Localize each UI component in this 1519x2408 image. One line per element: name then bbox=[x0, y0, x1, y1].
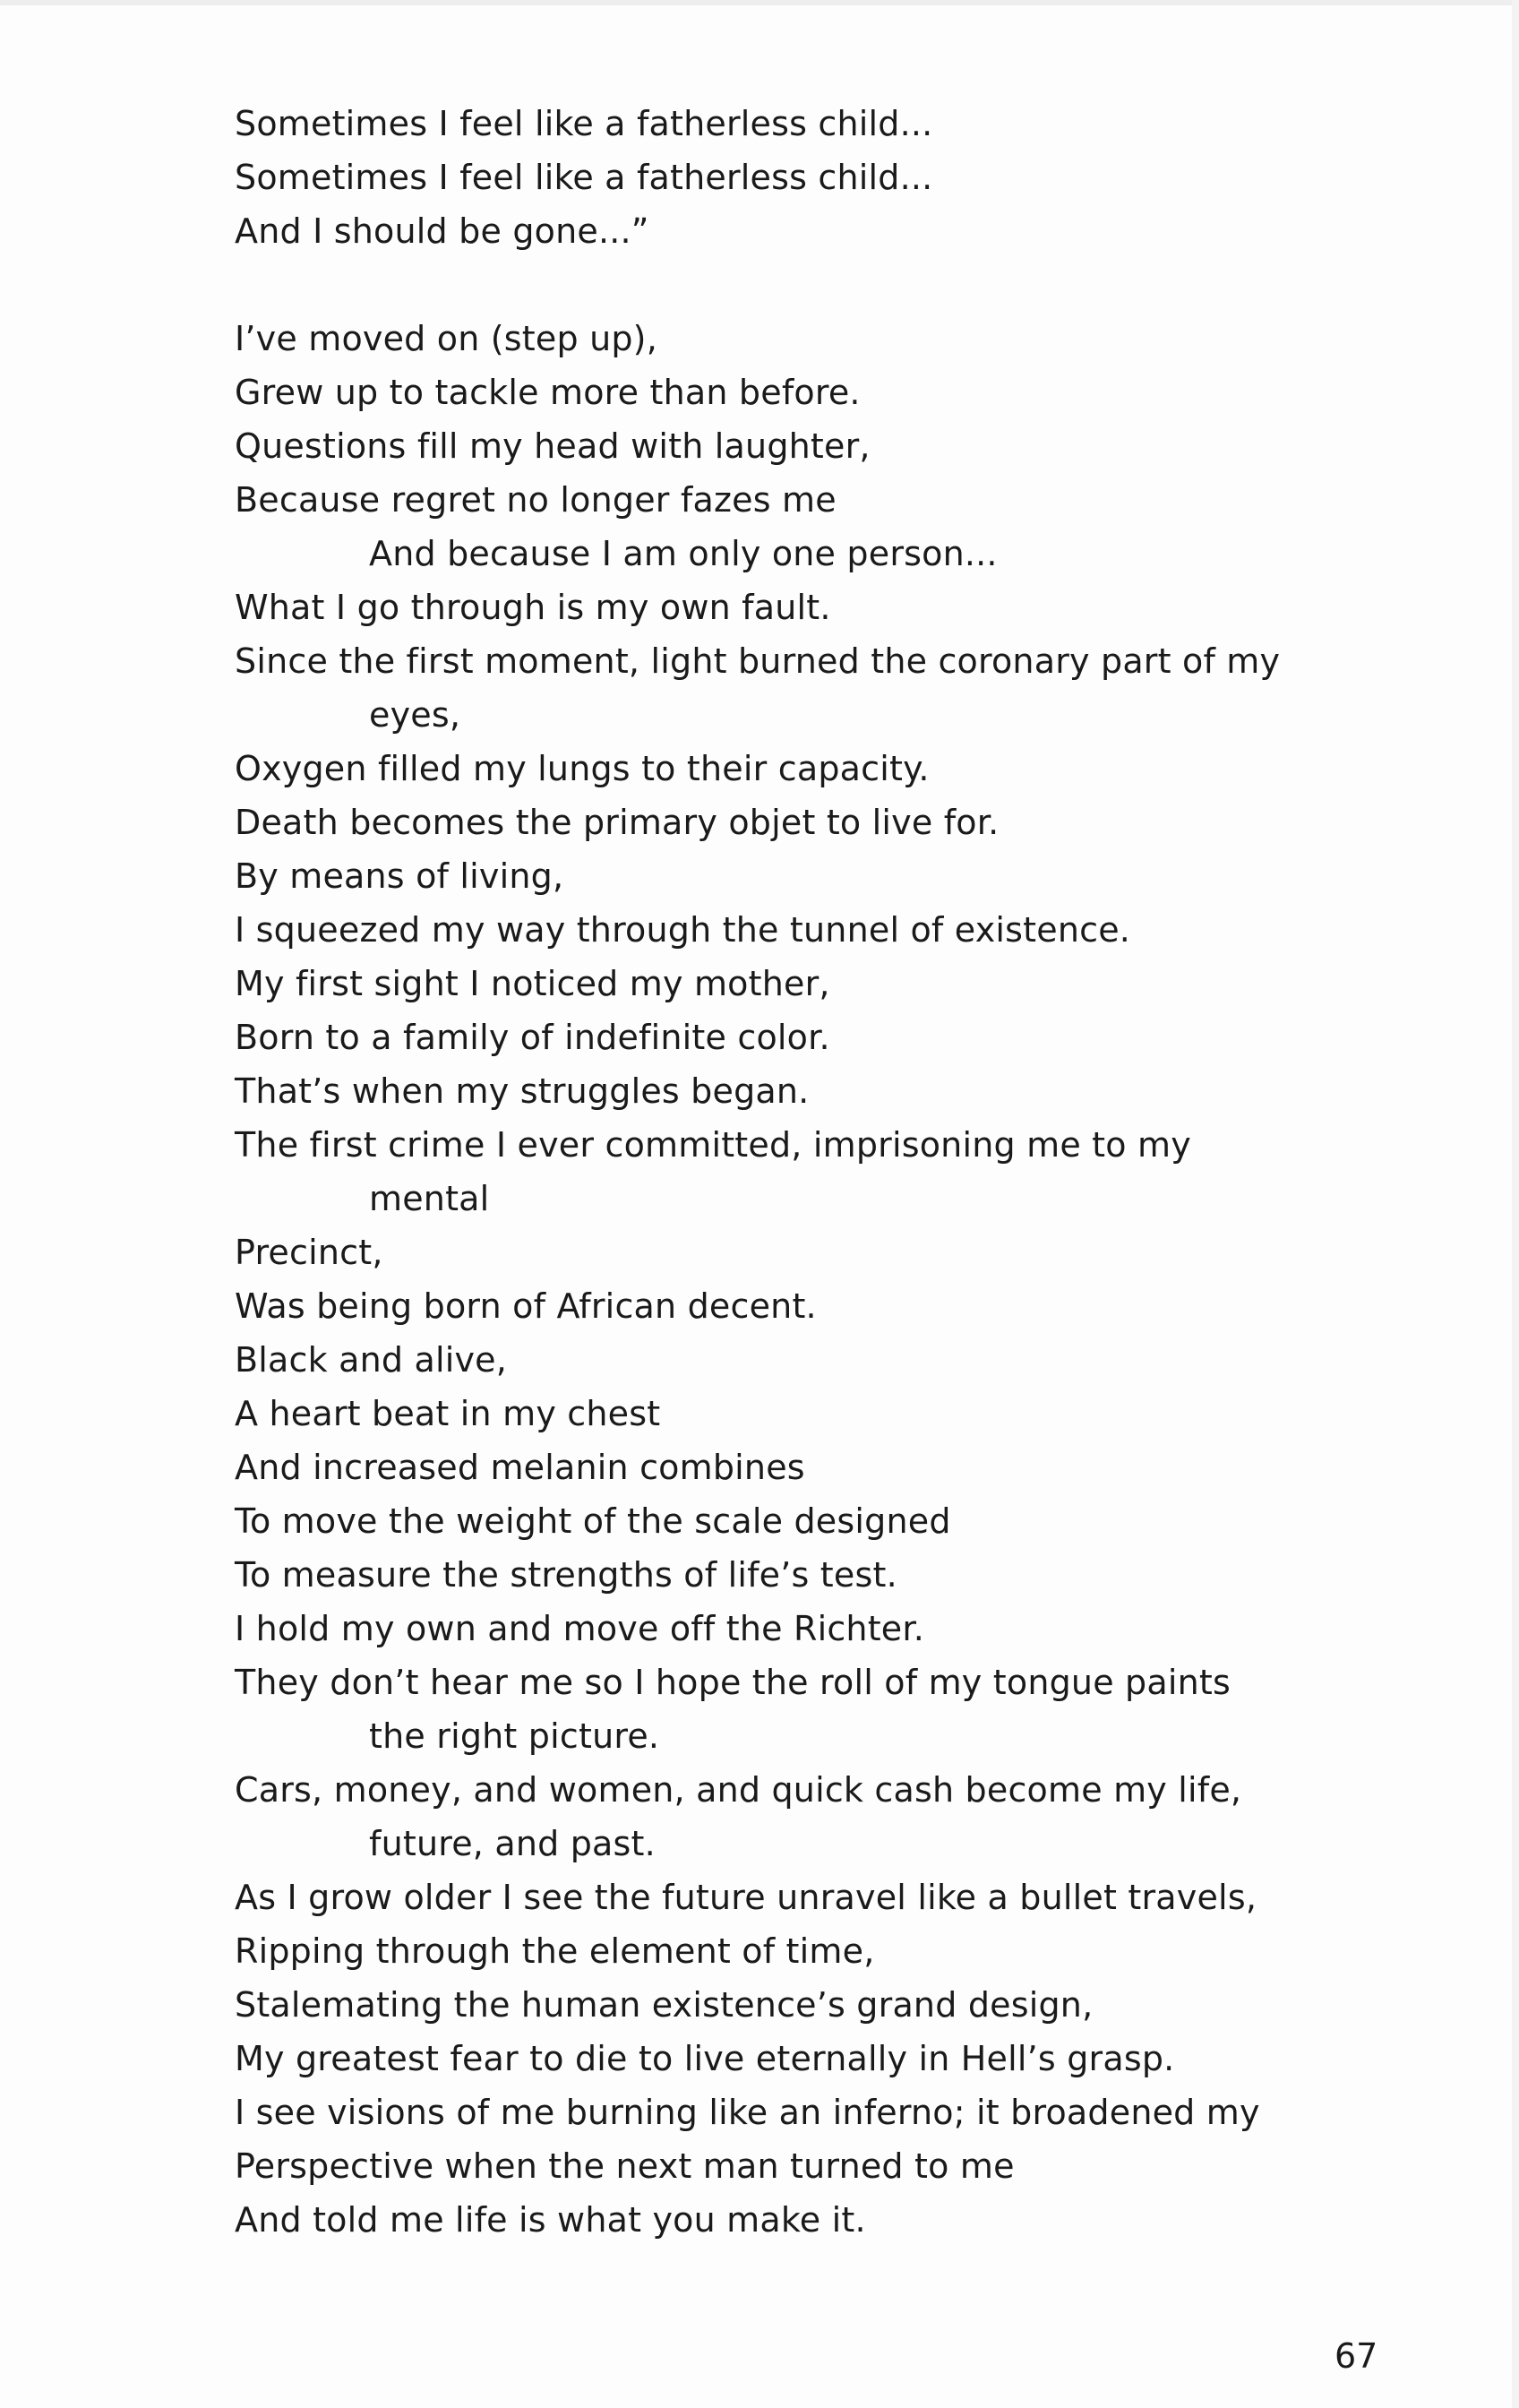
poem-line: I’ve moved on (step up), bbox=[235, 319, 657, 358]
poem-line: I squeezed my way through the tunnel of existence. bbox=[235, 910, 1131, 950]
poem-line: Questions fill my head with laughter, bbox=[235, 426, 871, 466]
poem-line-indented: future, and past. bbox=[369, 1824, 656, 1863]
poem-line: I hold my own and move off the Richter. bbox=[235, 1609, 924, 1648]
poem-line: And increased melanin combines bbox=[235, 1448, 805, 1487]
poem-line: Perspective when the next man turned to me bbox=[235, 2146, 1015, 2186]
poem-line: The first crime I ever committed, imprisoning me to my bbox=[235, 1125, 1191, 1165]
poem-line: Stalemating the human existence’s grand design, bbox=[235, 1985, 1094, 2025]
poem-line: I see visions of me burning like an inferno; it broadened my bbox=[235, 2093, 1260, 2132]
poem-line: Was being born of African decent. bbox=[235, 1286, 817, 1326]
page-right-edge bbox=[1512, 0, 1519, 2408]
poem-line-indented: mental bbox=[369, 1179, 490, 1218]
poem-line: Precinct, bbox=[235, 1233, 383, 1272]
poem-line-indented: And because I am only one person... bbox=[369, 534, 998, 573]
poem-line: And told me life is what you make it. bbox=[235, 2200, 866, 2240]
poem-line: A heart beat in my chest bbox=[235, 1394, 661, 1433]
poem-line: Cars, money, and women, and quick cash become my life, bbox=[235, 1770, 1242, 1810]
poem-line: Black and alive, bbox=[235, 1340, 508, 1380]
poem-body bbox=[235, 97, 1399, 2247]
poem-line: Born to a family of indefinite color. bbox=[235, 1018, 830, 1057]
poem-line: They don’t hear me so I hope the roll of my tongue paints bbox=[235, 1663, 1232, 1702]
poem-line: Sometimes I feel like a fatherless child... bbox=[235, 104, 933, 143]
poem-line: By means of living, bbox=[235, 856, 564, 896]
poem-line: What I go through is my own fault. bbox=[235, 588, 831, 627]
poem-line: My first sight I noticed my mother, bbox=[235, 964, 830, 1003]
page-top-edge bbox=[0, 0, 1519, 5]
poem-line: Oxygen filled my lungs to their capacity. bbox=[235, 749, 930, 788]
page-number: 67 bbox=[1334, 2336, 1378, 2376]
poem-line: Grew up to tackle more than before. bbox=[235, 373, 861, 412]
poem-line: To move the weight of the scale designed bbox=[235, 1501, 951, 1541]
poem-line-indented: the right picture. bbox=[369, 1716, 660, 1756]
poem-line: Ripping through the element of time, bbox=[235, 1931, 875, 1971]
poem-line: Sometimes I feel like a fatherless child... bbox=[235, 158, 933, 197]
poem-line: Since the first moment, light burned the coronary part of my bbox=[235, 641, 1281, 681]
poem-line-indented: eyes, bbox=[369, 695, 461, 735]
poem-line: To measure the strengths of life’s test. bbox=[235, 1555, 897, 1595]
poem-line: That’s when my struggles began. bbox=[235, 1071, 810, 1111]
poem-line: Death becomes the primary objet to live for. bbox=[235, 803, 1000, 842]
poem-line: And I should be gone...” bbox=[235, 211, 649, 251]
poem-line: Because regret no longer fazes me bbox=[235, 480, 837, 520]
poem-line: My greatest fear to die to live eternally in Hell’s grasp. bbox=[235, 2039, 1175, 2078]
poem-line: As I grow older I see the future unravel like a bullet travels, bbox=[235, 1878, 1257, 1917]
